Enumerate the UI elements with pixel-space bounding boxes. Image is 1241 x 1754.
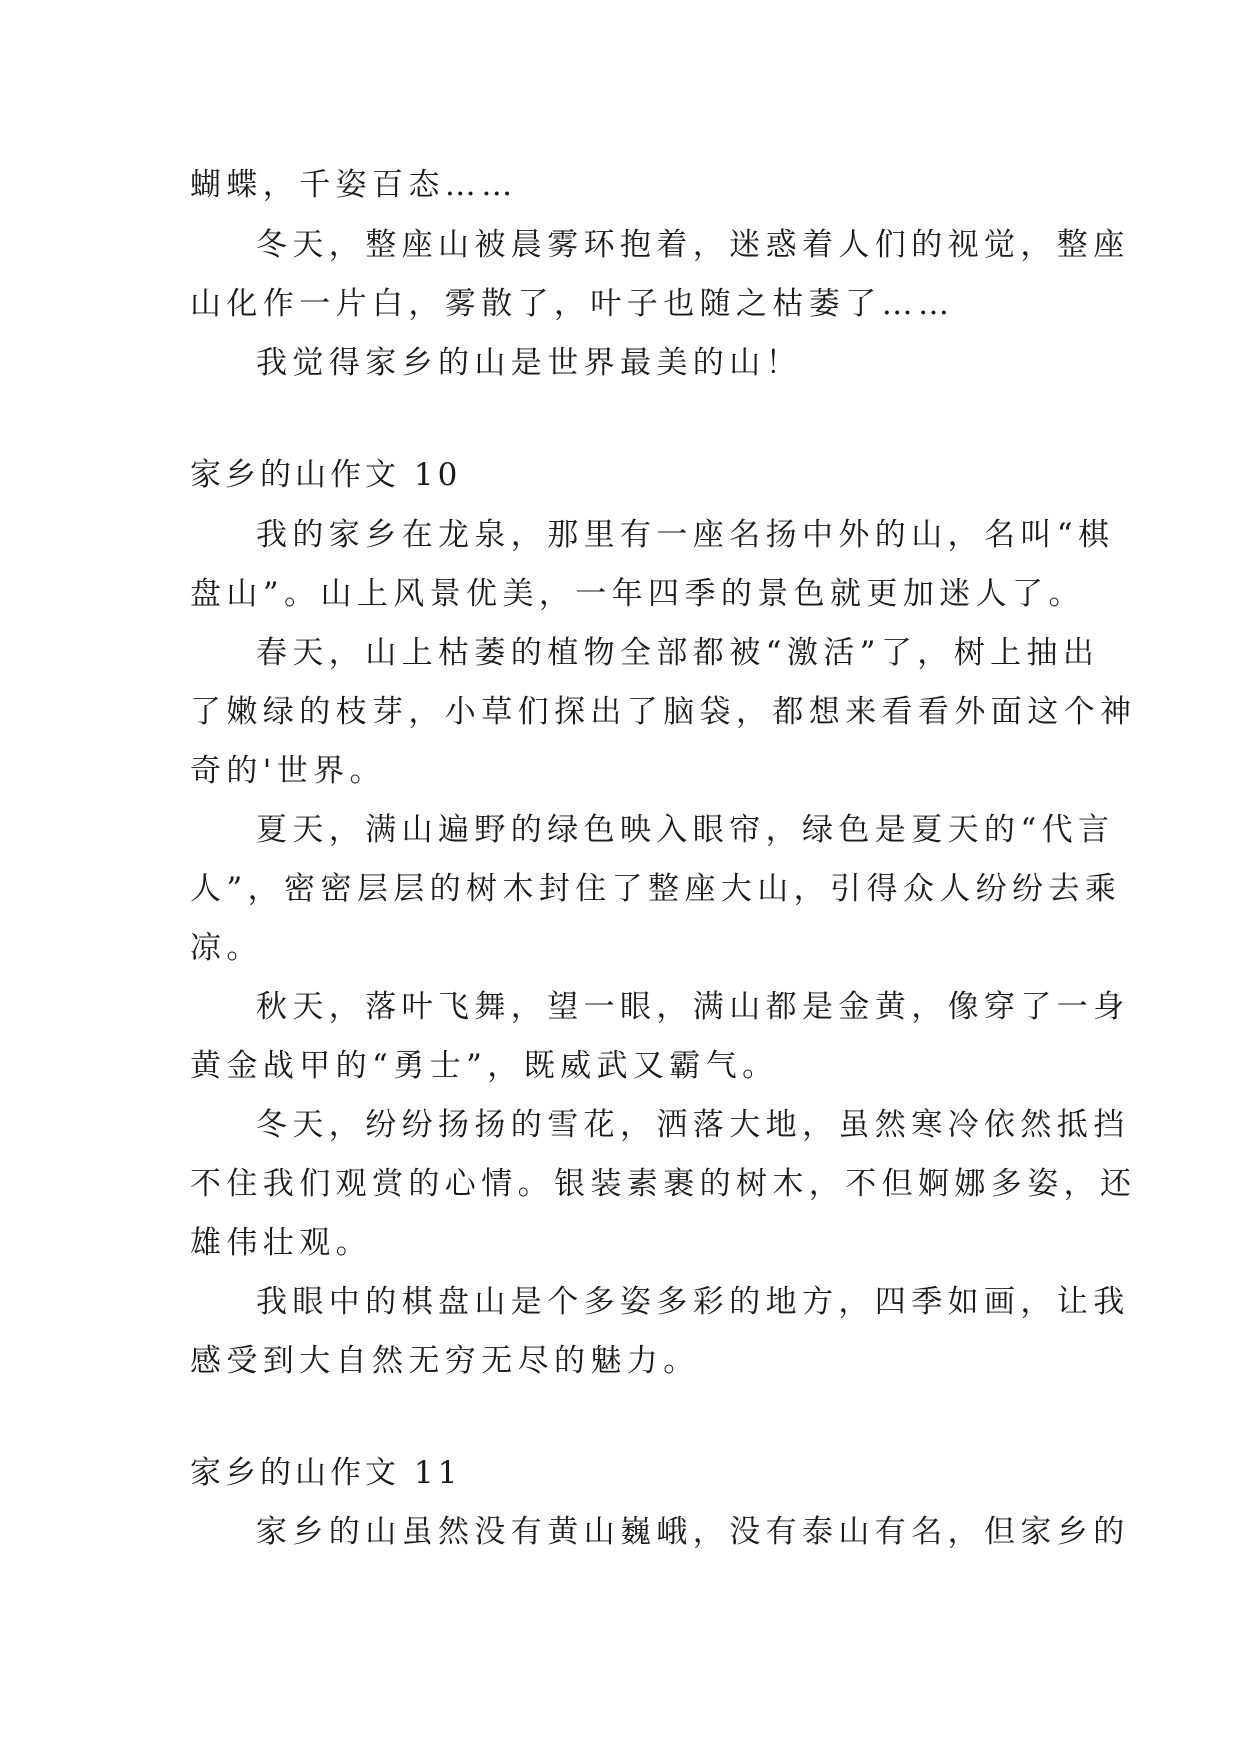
paragraph-line: 我眼中的棋盘山是个多姿多彩的地方，四季如画，让我 (256, 1284, 1130, 1320)
paragraph-line: 秋天，落叶飞舞，望一眼，满山都是金黄，像穿了一身 (256, 989, 1130, 1025)
paragraph-line: 了嫩绿的枝芽，小草们探出了脑袋，都想来看看外面这个神 (190, 694, 1137, 730)
section-heading: 家乡的山作文 10 (190, 457, 462, 493)
paragraph-line: 春天，山上枯萎的植物全部都被“激活”了，树上抽出 (256, 635, 1100, 671)
paragraph-line: 雄伟壮观。 (190, 1225, 372, 1261)
paragraph-line: 奇的'世界。 (190, 753, 386, 789)
paragraph-line: 我的家乡在龙泉，那里有一座名扬中外的山，名叫“棋 (256, 517, 1115, 553)
paragraph-line: 蝴蝶，千姿百态…… (190, 167, 518, 203)
paragraph-line: 黄金战甲的“勇士”，既威武又霸气。 (190, 1048, 779, 1084)
section-heading: 家乡的山作文 11 (190, 1455, 462, 1491)
paragraph-line: 冬天，纷纷扬扬的雪花，洒落大地，虽然寒冷依然抵挡 (256, 1107, 1130, 1143)
paragraph-line: 我觉得家乡的山是世界最美的山！ (256, 345, 802, 381)
paragraph-line: 人”，密密层层的树木封住了整座大山，引得众人纷纷去乘 (190, 871, 1122, 907)
paragraph-line: 冬天，整座山被晨雾环抱着，迷惑着人们的视觉，整座 (256, 227, 1130, 263)
paragraph-line: 夏天，满山遍野的绿色映入眼帘，绿色是夏天的“代言 (256, 812, 1115, 848)
paragraph-line: 不住我们观赏的心情。银装素裹的树木，不但婀娜多姿，还 (190, 1166, 1137, 1202)
paragraph-line: 盘山”。山上风景优美，一年四季的景色就更加迷人了。 (190, 576, 1085, 612)
paragraph-line: 山化作一片白，雾散了，叶子也随之枯萎了…… (190, 286, 955, 322)
paragraph-line: 凉。 (190, 930, 263, 966)
paragraph-line: 家乡的山虽然没有黄山巍峨，没有泰山有名，但家乡的 (256, 1514, 1130, 1550)
paragraph-line: 感受到大自然无穷无尽的魅力。 (190, 1343, 700, 1379)
